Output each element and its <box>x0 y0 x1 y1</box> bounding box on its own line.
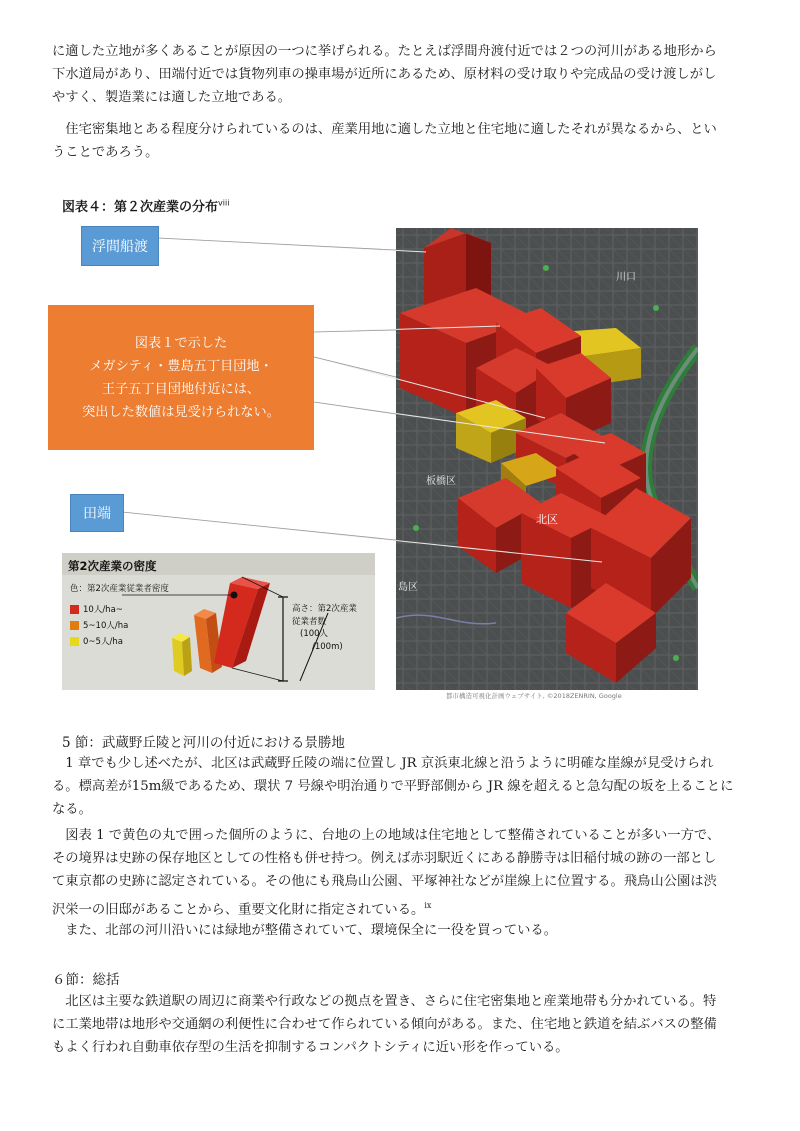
legend-height-line: 従業者数 <box>292 616 327 627</box>
text-line: 下水道局があり、田端付近では貨物列車の操車場が近所にあるため、原材料の受け取りや完成品の受け渡しがし <box>52 67 717 83</box>
figure-caption-text: 図表４：第２次産業の分布 <box>62 200 219 215</box>
legend-item-mid <box>70 619 128 631</box>
figure-caption-note: viii <box>218 198 230 208</box>
map-3d-bars <box>396 228 698 690</box>
legend-swatch-yellow <box>70 637 79 646</box>
text-line: 図表 1 で黄色の丸で囲った個所のように、台地の上の地域は住宅地として整備されていることが多い一方で、 <box>52 828 721 843</box>
legend-height-line: /100m) <box>312 641 343 652</box>
text-line: 住宅密集地とある程度分けられているのは、産業用地に適した立地と住宅地に適したそれが異なるから、とい <box>52 122 717 137</box>
figure-caption <box>62 196 229 215</box>
map-label-kita: 北区 <box>536 513 558 526</box>
legend-swatch-orange <box>70 621 79 630</box>
legend-title: 第2次産業の密度 <box>68 559 157 573</box>
text-line: また、北部の河川沿いには緑地が整備されていて、環境保全に一役を買っている。 <box>52 923 558 938</box>
text-line: もよく行われ自動車依存型の生活を抑制するコンパクトシティに近い形を作っている。 <box>52 1040 569 1056</box>
legend-item-low <box>70 635 123 647</box>
legend-subtitle: 色：第2次産業従業者密度 <box>70 584 169 594</box>
callout-main-note <box>48 305 314 450</box>
callout-line: 図表１で示した <box>134 335 228 351</box>
text-line: る。標高差が15m級であるため、環状 7 号線や明治通りで平野部側から JR 線を超えると急勾配の坂を上ることに <box>52 779 734 795</box>
legend-swatch-red <box>70 605 79 614</box>
map-graphic <box>396 228 698 690</box>
text-line <box>52 894 752 922</box>
text-line: なる。 <box>52 802 92 818</box>
intro-paragraph-2 <box>52 118 752 164</box>
footnote-marker: ix <box>424 900 432 910</box>
text-line: に適した立地が多くあることが原因の一つに挙げられる。たとえば浮間舟渡付近では２つの河川がある地形から <box>52 44 717 59</box>
section-5-paragraph-1 <box>52 752 752 822</box>
section-6-heading: ６節：総括 <box>52 972 120 988</box>
intro-paragraph-1 <box>52 40 752 110</box>
legend-height-line: (100人 <box>300 629 329 639</box>
callout-line: 突出した数値は見受けられない。 <box>82 404 280 420</box>
text-line: うことであろう。 <box>52 145 159 161</box>
callout-tabata: 田端 <box>70 494 124 532</box>
text-line: に工業地帯は地形や交通網の利便性に合わせて作られている傾向がある。また、住宅地と鉄道を結ぶバスの整備 <box>52 1017 717 1033</box>
text-line-content: 沢栄一の旧邸があることから、重要文化財に指定されている。 <box>52 902 425 918</box>
text-line: 1 章でも少し述べたが、北区は武蔵野丘陵の端に位置し JR 京浜東北線と沿うように明確な崖線が見受けられ <box>52 756 714 771</box>
text-line: その境界は史跡の保存地区としての性格も併せ持つ。例えば赤羽駅近くにある静勝寺は旧稲付城の跡の一部とし <box>52 851 717 867</box>
legend-item-label: 0~5人/ha <box>83 637 123 647</box>
section-5-paragraph-3 <box>52 919 752 942</box>
map-label-toshima: 島区 <box>398 582 418 593</box>
legend-height-note <box>292 603 357 653</box>
map-label-itabashi: 板橋区 <box>426 476 456 487</box>
map-legend <box>62 553 375 690</box>
legend-height-line: 高さ：第2次産業 <box>292 604 357 614</box>
section-6-paragraph-1 <box>52 990 752 1060</box>
legend-item-high <box>70 603 123 615</box>
text-line: て東京都の史跡に認定されている。その他にも飛鳥山公園、平塚神社などが崖線上に位置する。飛鳥山公園は渋 <box>52 874 717 890</box>
section-5-heading: 5 節：武蔵野丘陵と河川の付近における景勝地 <box>62 735 345 751</box>
map-label-kawaguchi: 川口 <box>616 272 636 283</box>
text-line: 北区は主要な鉄道駅の周辺に商業や行政などの拠点を置き、さらに住宅密集地と産業地帯も分かれている。特 <box>52 994 717 1009</box>
callout-ukima-funado: 浮間船渡 <box>81 226 159 266</box>
section-5-paragraph-2 <box>52 824 752 921</box>
callout-line: メガシティ・豊島五丁目団地・ <box>89 358 273 374</box>
text-line: やすく、製造業には適した立地である。 <box>52 90 292 106</box>
callout-line: 王子五丁目団地付近には、 <box>101 381 261 397</box>
legend-item-label: 10人/ha~ <box>83 605 123 615</box>
legend-item-label: 5~10人/ha <box>83 621 129 631</box>
map-credit: 都市構造可視化計画ウェブサイト, ©2018ZENRIN, Google <box>446 692 622 700</box>
